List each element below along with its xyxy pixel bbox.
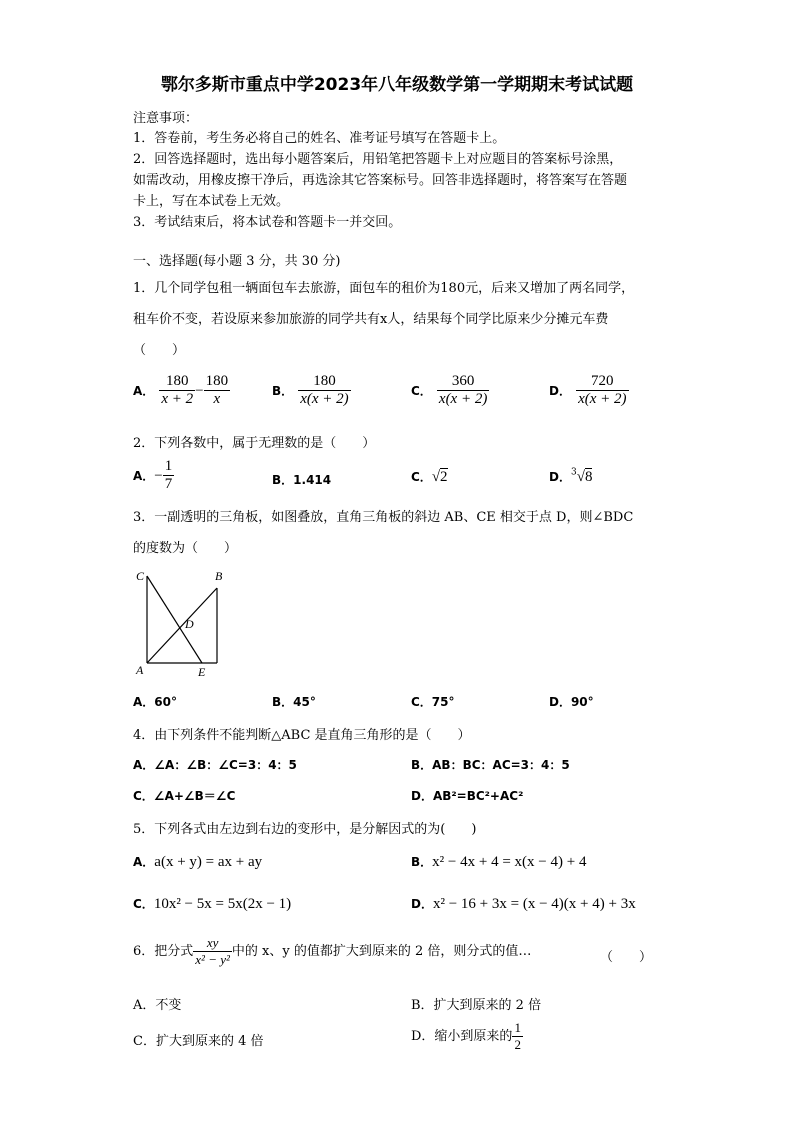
label-e: E bbox=[198, 665, 206, 679]
page-title: 鄂尔多斯市重点中学2023年八年级数学第一学期期末考试试题 bbox=[160, 75, 634, 95]
fraction: $\frac{xy}{\text{x² − y²}}$ bbox=[195, 935, 230, 967]
option-expr: 10x² − 5x = 5x(2x − 1) bbox=[153, 896, 292, 912]
segment-ab bbox=[147, 588, 217, 663]
label-b: B bbox=[215, 569, 223, 583]
option-text: 1.414 bbox=[293, 473, 332, 487]
fraction: $\frac{180}{x + 2}$ bbox=[161, 373, 194, 407]
notice-item-2-cont: 如需改动，用橡皮擦干净后，再选涂其它答案标号。回答非选择题时，将答案写在答题 bbox=[133, 173, 628, 188]
option-label: D． bbox=[549, 384, 571, 398]
q3-option-b[interactable]: B．45° bbox=[272, 695, 316, 709]
q5-option-c[interactable] bbox=[133, 893, 291, 913]
q3-option-a[interactable]: A．60° bbox=[133, 695, 177, 709]
option-label: C． bbox=[133, 897, 154, 911]
q6-stem: 6．把分式 $\frac{xy}{\text{x² − y²}}$ 中的 x、y 的值都扩大到原来的 2 倍，则分式的值… bbox=[133, 935, 532, 967]
triangle-figure bbox=[130, 566, 240, 681]
option-expr: x² − 4x + 4 = x(x − 4) + 4 bbox=[432, 854, 587, 870]
label-d: D bbox=[185, 617, 194, 631]
q1-option-a[interactable]: A． $\frac{180}{x + 2}$ − $\frac{180}{x}$ bbox=[133, 373, 229, 407]
q4-option-a[interactable]: A．∠A：∠B：∠C=3：4：5 bbox=[133, 758, 297, 772]
notice-item-2: 2．回答选择题时，选出每小题答案后，用铅笔把答题卡上对应题目的答案标号涂黑， bbox=[133, 152, 623, 167]
q2-stem: 2．下列各数中，属于无理数的是（ ） bbox=[133, 436, 376, 451]
q3-stem-line1: 3．一副透明的三角板，如图叠放，直角三角板的斜边 AB、CE 相交于点 D，则∠BDC bbox=[133, 510, 634, 525]
q2-option-a[interactable]: A．− $\frac{1}{7}$ bbox=[133, 458, 173, 492]
fraction: $\frac{360}{x(x + 2)}$ bbox=[438, 373, 488, 407]
q5-option-d[interactable] bbox=[411, 893, 636, 913]
fraction: $\frac{180}{x}$ bbox=[205, 373, 229, 407]
q6-option-a[interactable]: A．不变 bbox=[133, 998, 182, 1013]
option-label: A． bbox=[133, 855, 155, 869]
q1-option-b[interactable] bbox=[272, 373, 351, 408]
segment-ce bbox=[147, 576, 202, 663]
label-a: A bbox=[136, 663, 144, 677]
q3-option-c[interactable]: C．75° bbox=[411, 695, 455, 709]
notice-item-1: 1．答卷前，考生务必将自己的姓名、准考证号填写在答题卡上。 bbox=[133, 131, 506, 146]
q1-paren: （ ） bbox=[133, 343, 186, 358]
q3-option-d[interactable]: D．90° bbox=[549, 695, 594, 709]
option-expr: a(x + y) = ax + ay bbox=[154, 854, 263, 870]
q6-option-d[interactable]: D．缩小到原来的 $\frac{1}{2}$ bbox=[411, 1020, 521, 1052]
q1-option-d[interactable] bbox=[549, 373, 629, 408]
q3-stem-line2: 的度数为（ ） bbox=[133, 541, 238, 556]
fraction: $\frac{180}{x(x + 2)}$ bbox=[300, 373, 349, 407]
option-label: B． bbox=[411, 855, 433, 869]
fraction: $\frac{1}{7}$ bbox=[164, 458, 173, 492]
option-expr: x² − 16 + 3x = (x − 4)(x + 4) + 3x bbox=[432, 896, 636, 912]
q2-option-d[interactable]: D．$^3$√8 bbox=[549, 467, 593, 485]
q6-option-b[interactable]: B．扩大到原来的 2 倍 bbox=[411, 998, 542, 1013]
q4-option-d[interactable]: D．AB²=BC²+AC² bbox=[411, 789, 524, 803]
q6-paren: （ ） bbox=[600, 950, 653, 965]
q2-option-c[interactable]: C．√2 bbox=[411, 469, 448, 485]
label-c: C bbox=[136, 569, 145, 583]
section-heading: 一、选择题(每小题 3 分，共 30 分) bbox=[133, 254, 341, 269]
option-label: B． bbox=[272, 384, 294, 398]
q1-stem-line2: 租车价不变，若设原来参加旅游的同学共有x人，结果每个同学比原来少分摊元车费 bbox=[133, 312, 609, 327]
fraction: $\frac{1}{2}$ bbox=[514, 1020, 521, 1052]
fraction: $\frac{720}{x(x + 2)}$ bbox=[578, 373, 627, 407]
option-label: D． bbox=[549, 470, 571, 484]
option-label: A． bbox=[133, 469, 155, 483]
q1-option-c[interactable] bbox=[411, 373, 489, 408]
q4-option-b[interactable]: B．AB：BC：AC=3：4：5 bbox=[411, 758, 570, 772]
option-label: B． bbox=[272, 473, 294, 487]
notice-heading: 注意事项： bbox=[133, 111, 199, 126]
q5-stem: 5．下列各式由左边到右边的变形中，是分解因式的为( ) bbox=[133, 822, 477, 837]
notice-item-3: 3．考试结束后，将本试卷和答题卡一并交回。 bbox=[133, 215, 402, 230]
q4-stem: 4．由下列条件不能判断△ABC 是直角三角形的是（ ） bbox=[133, 728, 471, 743]
q6-option-c[interactable]: C．扩大到原来的 4 倍 bbox=[133, 1034, 264, 1049]
option-label: D． bbox=[411, 897, 433, 911]
q2-option-b[interactable] bbox=[272, 469, 331, 488]
option-label: A． bbox=[133, 384, 155, 398]
q5-option-b[interactable] bbox=[411, 851, 586, 871]
option-label: C． bbox=[411, 384, 432, 398]
option-label: C． bbox=[411, 470, 432, 484]
notice-item-2-end: 卡上，写在本试卷上无效。 bbox=[133, 194, 290, 209]
q4-option-c[interactable]: C．∠A+∠B＝∠C bbox=[133, 789, 236, 803]
q1-stem-line1: 1．几个同学包租一辆面包车去旅游，面包车的租价为180元，后来又增加了两名同学， bbox=[133, 281, 635, 296]
q5-option-a[interactable] bbox=[133, 851, 262, 871]
